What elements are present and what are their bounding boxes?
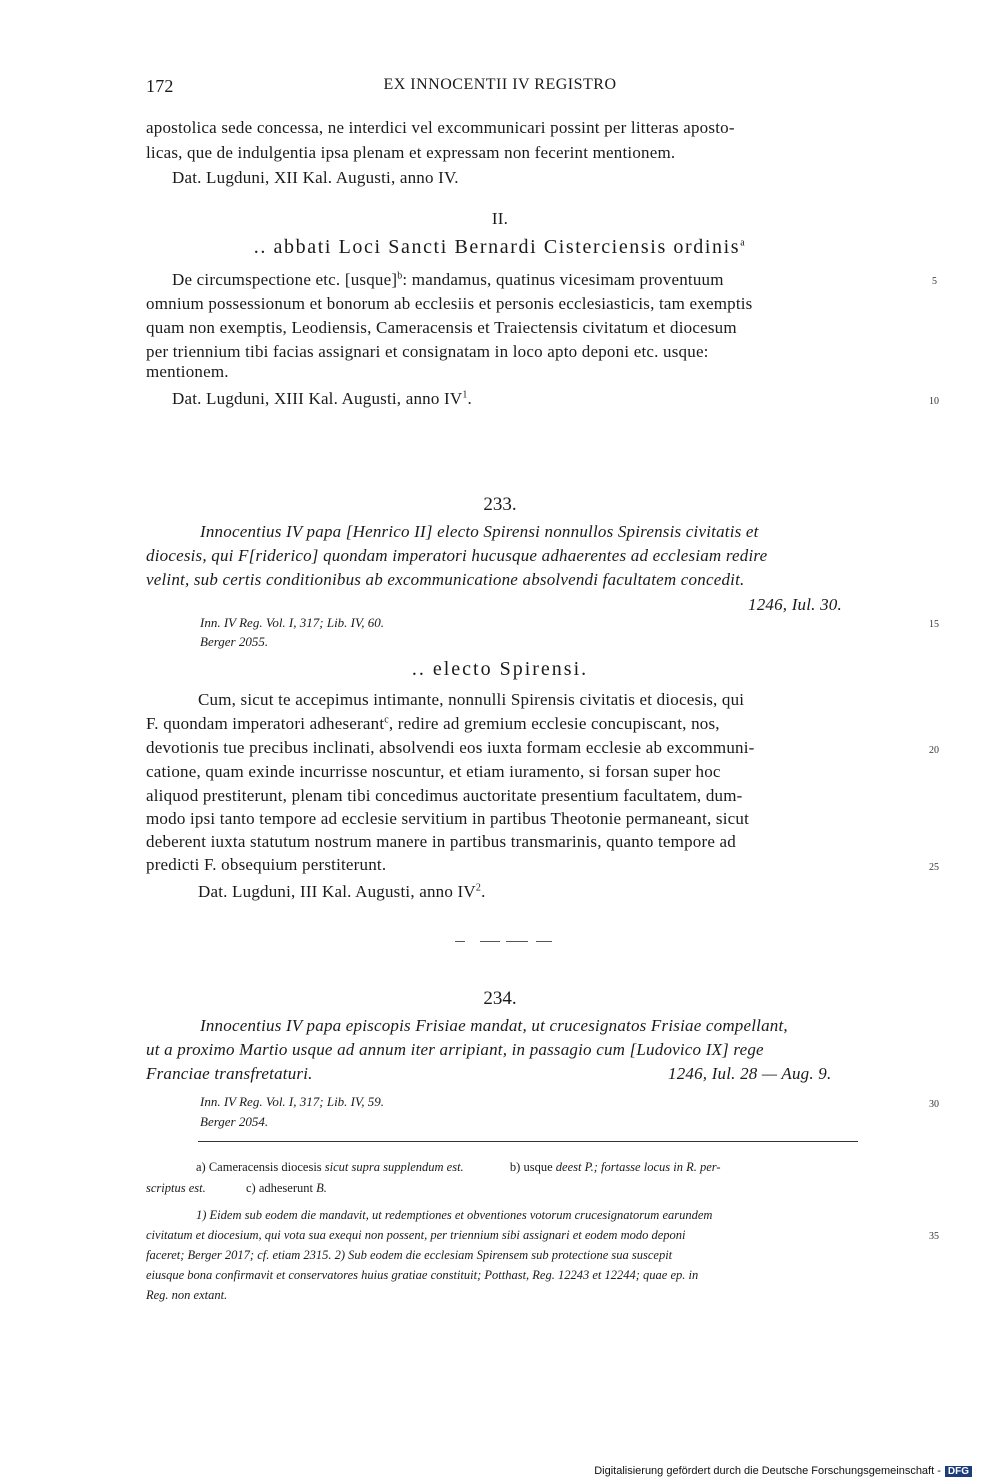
- line-number: 35: [929, 1231, 939, 1242]
- note-text: usque: [523, 1160, 553, 1174]
- separator-dash: [506, 941, 528, 942]
- note-mark: c): [245, 1181, 256, 1195]
- reference-line: Berger 2055.: [200, 634, 269, 649]
- doc-number: 234.: [483, 988, 517, 1009]
- note-text: scriptus est.: [146, 1181, 206, 1195]
- apparatus-line: [146, 1181, 327, 1196]
- doc-date: 1246, Iul. 28 — Aug. 9.: [668, 1064, 832, 1083]
- section-number: II.: [491, 209, 509, 228]
- line-number: 30: [929, 1099, 939, 1110]
- heading-text: .. abbati Loci Sancti Bernardi Cisterciensis ordinis: [253, 236, 741, 258]
- text-line: predicti F. obsequium perstiterunt.: [146, 855, 387, 874]
- text-line: mentionem.: [146, 362, 229, 381]
- line-part: De circumspectione etc. [usque]: [172, 270, 398, 289]
- apparatus-rule: [198, 1141, 858, 1142]
- reference-line: Inn. IV Reg. Vol. I, 317; Lib. IV, 59.: [200, 1094, 385, 1109]
- footnote-line: faceret; Berger 2017; cf. etiam 2315. 2) Sub eodem die ecclesiam Spirensem sub protectione sua suscepit: [146, 1248, 673, 1262]
- text-line: [172, 270, 724, 290]
- dat-line: [198, 882, 486, 902]
- line-part: .: [467, 389, 472, 408]
- separator-dash: [536, 941, 552, 942]
- page-number: 172: [146, 76, 174, 96]
- dat-line: Dat. Lugduni, XII Kal. Augusti, anno IV.: [172, 168, 459, 187]
- section-heading: [0, 236, 1000, 259]
- text-line: licas, que de indulgentia ipsa plenam et expressam non fecerint mentionem.: [146, 143, 676, 162]
- footnote-line: eiusque bona confirmavit et conservatores huius gratiae constituit; Potthast, Reg. 12243 et 12244; quae ep. in: [146, 1268, 699, 1282]
- note-mark: 1: [462, 389, 468, 401]
- reference-line: Inn. IV Reg. Vol. I, 317; Lib. IV, 60.: [200, 615, 385, 630]
- apparatus-line: [196, 1160, 721, 1175]
- line-number: 20: [929, 745, 939, 756]
- dat-line: [172, 389, 472, 409]
- text-line: aliquod prestiterunt, plenam tibi concedimus auctoritate presentium facultatem, dum-: [146, 786, 743, 805]
- footnote-line: civitatum et diocesium, qui vota sua exequi non possent, per triennium sibi assignari et eodem modo deponi: [146, 1228, 686, 1242]
- text-line: quam non exemptis, Leodiensis, Cameracensis et Traiectensis civitatum et diocesum: [146, 318, 737, 337]
- summary-line: Innocentius IV papa [Henrico II] electo Spirensi nonnullos Spirensis civitatis et: [200, 522, 759, 541]
- text-line: omnium possessionum et bonorum ab ecclesiis et personis ecclesiasticis, tam exemptis: [146, 294, 753, 313]
- line-number: 10: [929, 396, 939, 407]
- note-mark: a: [740, 237, 747, 249]
- reference-line: Berger 2054.: [200, 1114, 269, 1129]
- summary-line: ut a proximo Martio usque ad annum iter arripiant, in passagio cum [Ludovico IX] rege: [146, 1040, 764, 1059]
- footnote-line: 1) Eidem sub eodem die mandavit, ut redemptiones et obventiones votorum crucesignatorum earundem: [196, 1208, 713, 1222]
- summary-line: diocesis, qui F[riderico] quondam imperatori hucusque adhaerentes ad ecclesiam redire: [146, 546, 768, 565]
- line-number: 5: [932, 276, 937, 287]
- text-line: [146, 714, 720, 734]
- text-line: deberent iuxta statutum nostrum manere in partibus transmarinis, quanto tempore ad: [146, 832, 737, 851]
- running-title: EX INNOCENTII IV REGISTRO: [383, 76, 617, 93]
- text-line: devotionis tue precibus inclinati, absolvendi eos iuxta formam ecclesie ab excommuni-: [146, 738, 755, 757]
- note-text: B.: [316, 1181, 327, 1195]
- text-line: catione, quam exinde incurrisse noscuntur, et etiam iuramento, si forsan super hoc: [146, 762, 721, 781]
- note-text: Cameracensis diocesis: [208, 1160, 322, 1174]
- address-heading: .. electo Spirensi.: [411, 658, 589, 680]
- line-number: 25: [929, 862, 939, 873]
- note-mark: a): [196, 1160, 206, 1174]
- line-number: 15: [929, 619, 939, 630]
- summary-line: velint, sub certis conditionibus ab excommunicatione absolvendi facultatem concedit.: [146, 570, 745, 589]
- separator-dash: [480, 941, 500, 942]
- line-part: , redire ad gremium ecclesie concupiscant, nos,: [388, 714, 720, 733]
- doc-date: 1246, Iul. 30.: [748, 595, 842, 614]
- note-mark: b): [509, 1160, 521, 1174]
- line-part: F. quondam imperatori adheserant: [146, 714, 385, 733]
- note-mark: c: [384, 714, 389, 726]
- digitization-credit: [594, 1465, 972, 1477]
- note-text: sicut supra supplendum est.: [324, 1160, 464, 1174]
- line-part: : mandamus, quatinus vicesimam proventuum: [402, 270, 724, 289]
- line-part: Dat. Lugduni, III Kal. Augusti, anno IV: [198, 882, 476, 901]
- summary-line: Franciae transfretaturi.: [146, 1064, 313, 1083]
- note-mark: 2: [475, 882, 482, 894]
- text-line: per triennium tibi facias assignari et consignatam in loco apto deponi etc. usque:: [146, 342, 709, 361]
- text-line: apostolica sede concessa, ne interdici vel excommunicari possint per litteras aposto-: [146, 118, 735, 137]
- note-text: adheserunt: [258, 1181, 313, 1195]
- credit-text: Digitalisierung gefördert durch die Deutsche Forschungsgemeinschaft -: [594, 1465, 941, 1477]
- line-part: Dat. Lugduni, XIII Kal. Augusti, anno IV: [172, 389, 463, 408]
- note-text: deest P.; fortasse locus in R. per-: [555, 1160, 721, 1174]
- footnote-line: Reg. non extant.: [146, 1288, 228, 1302]
- line-part: .: [481, 882, 486, 901]
- summary-line: Innocentius IV papa episcopis Frisiae mandat, ut crucesignatos Frisiae compellant,: [200, 1016, 788, 1035]
- doc-number: 233.: [483, 494, 517, 515]
- text-line: Cum, sicut te accepimus intimante, nonnulli Spirensis civitatis et diocesis, qui: [198, 690, 745, 709]
- text-line: modo ipsi tanto tempore ad ecclesie servitium in partibus Theotonie permaneant, sicut: [146, 809, 750, 828]
- note-mark: b: [397, 270, 403, 282]
- separator-dash: [455, 941, 465, 942]
- dfg-logo: DFG: [945, 1466, 972, 1477]
